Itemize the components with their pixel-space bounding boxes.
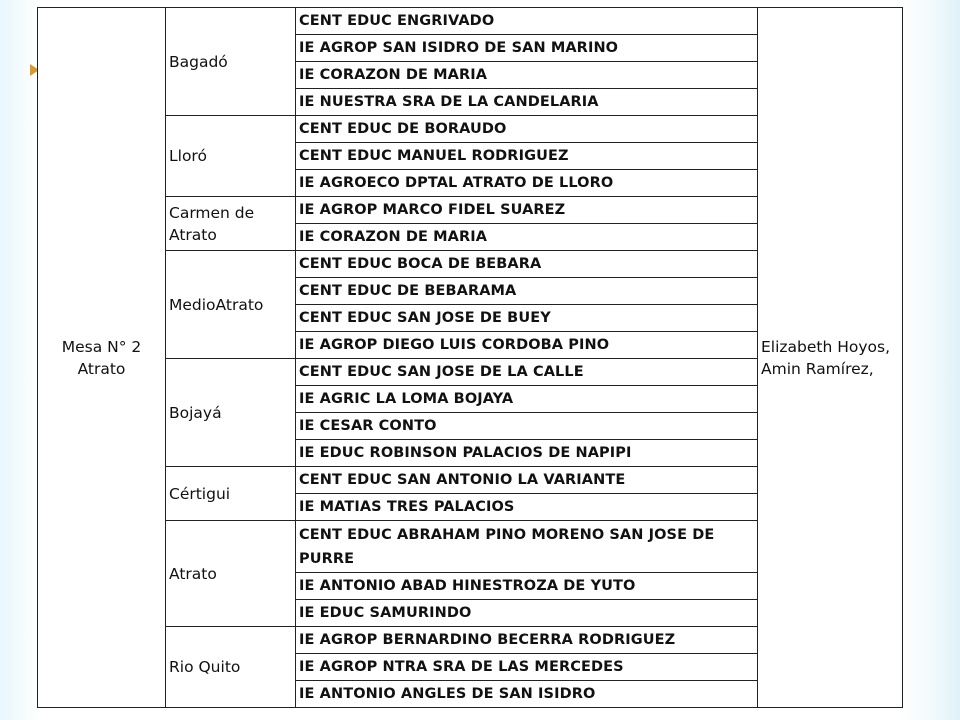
institution-cell: IE EDUC ROBINSON PALACIOS DE NAPIPI <box>296 440 758 467</box>
municipio-cell: Lloró <box>166 116 296 197</box>
institution-cell: IE MATIAS TRES PALACIOS <box>296 494 758 521</box>
institution-cell: IE AGROP NTRA SRA DE LAS MERCEDES <box>296 654 758 681</box>
institution-cell: IE CORAZON DE MARIA <box>296 62 758 89</box>
institution-cell: IE AGROP DIEGO LUIS CORDOBA PINO <box>296 332 758 359</box>
institution-cell: CENT EDUC SAN JOSE DE BUEY <box>296 305 758 332</box>
mesa-cell: Mesa N° 2 Atrato <box>38 8 166 708</box>
institution-cell: IE ANTONIO ANGLES DE SAN ISIDRO <box>296 681 758 708</box>
institution-cell: CENT EDUC SAN ANTONIO LA VARIANTE <box>296 467 758 494</box>
municipio-cell: Bojayá <box>166 359 296 467</box>
responsables-cell: Elizabeth Hoyos, Amin Ramírez, <box>758 8 903 708</box>
institution-cell: IE AGROP MARCO FIDEL SUAREZ <box>296 197 758 224</box>
institution-cell: CENT EDUC DE BEBARAMA <box>296 278 758 305</box>
institution-cell: CENT EDUC MANUEL RODRIGUEZ <box>296 143 758 170</box>
right-background-gradient <box>900 0 960 720</box>
institution-cell: CENT EDUC ENGRIVADO <box>296 8 758 35</box>
institution-cell: IE CORAZON DE MARIA <box>296 224 758 251</box>
municipio-cell: Bagadó <box>166 8 296 116</box>
institution-cell: IE AGROP BERNARDINO BECERRA RODRIGUEZ <box>296 627 758 654</box>
institution-cell: IE ANTONIO ABAD HINESTROZA DE YUTO <box>296 573 758 600</box>
municipio-cell: MedioAtrato <box>166 251 296 359</box>
municipio-cell: Atrato <box>166 521 296 627</box>
institutions-table <box>37 7 903 708</box>
institution-cell: IE AGRIC LA LOMA BOJAYA <box>296 386 758 413</box>
institution-cell: IE AGROECO DPTAL ATRATO DE LLORO <box>296 170 758 197</box>
municipio-cell: Cértigui <box>166 467 296 521</box>
institution-cell: CENT EDUC ABRAHAM PINO MORENO SAN JOSE DE PURRE <box>296 521 758 573</box>
institution-cell: CENT EDUC SAN JOSE DE LA CALLE <box>296 359 758 386</box>
institution-cell: IE CESAR CONTO <box>296 413 758 440</box>
institution-cell: IE EDUC SAMURINDO <box>296 600 758 627</box>
municipio-cell: Rio Quito <box>166 627 296 708</box>
table-row <box>38 8 903 35</box>
municipio-cell: Carmen de Atrato <box>166 197 296 251</box>
left-background-gradient <box>0 0 40 720</box>
institution-cell: IE AGROP SAN ISIDRO DE SAN MARINO <box>296 35 758 62</box>
institution-cell: CENT EDUC DE BORAUDO <box>296 116 758 143</box>
institution-cell: CENT EDUC BOCA DE BEBARA <box>296 251 758 278</box>
institution-cell: IE NUESTRA SRA DE LA CANDELARIA <box>296 89 758 116</box>
